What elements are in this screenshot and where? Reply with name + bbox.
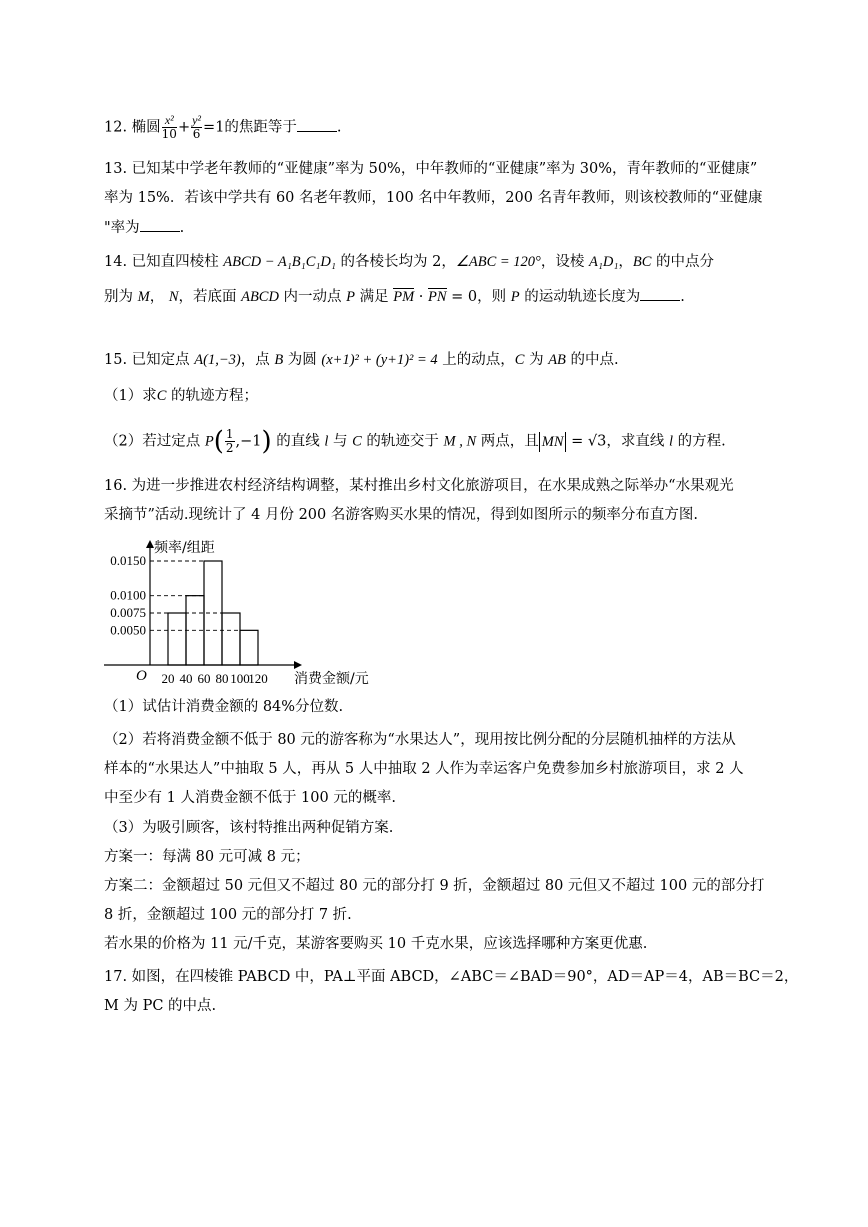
vector-pn: PN	[428, 289, 447, 305]
chart-y-ticks	[110, 553, 146, 637]
q16-part-2-line-2: 样本的“水果达人”中抽取 5 人，再从 5 人中抽取 2 人作为幸运客户免费参加乡村旅游项目，求 2 人	[104, 761, 744, 777]
q14-line-1: 14. 已知直四棱柱 ABCD − A₁B₁C₁D₁ 的各棱长均为 2，∠ABC = 120°，设棱 A₁D₁，BC 的中点分	[104, 254, 715, 270]
plan-2-line-2: 8 折，金额超过 100 元的部分打 7 折.	[104, 907, 352, 923]
q16-line-1: 16. 为进一步推进农村经济结构调整，某村推出乡村文化旅游项目，在水果成熟之际举办“水果观光	[104, 478, 734, 494]
q16-part-1: （1）试估计消费金额的 84%分位数.	[104, 699, 344, 715]
plan-1: 方案一：每满 80 元可减 8 元；	[104, 849, 310, 865]
x-tick-label: 120	[248, 671, 268, 686]
q13-line-3: "率为 .	[104, 217, 184, 238]
answer-blank	[140, 217, 180, 232]
abs-mn: MN	[539, 432, 567, 452]
q16-part-3: （3）为吸引顾客，该村特推出两种促销方案.	[104, 820, 394, 836]
q16-last-line: 若水果的价格为 11 元/千克，某游客要购买 10 千克水果，应该选择哪种方案更优惠.	[104, 936, 648, 952]
q16-line-2: 采摘节”活动.现统计了 4 月份 200 名游客购买水果的情况，得到如图所示的频率分布直方图.	[104, 507, 698, 523]
fraction-x: $\frac{\text{x²}}{10}$	[161, 113, 177, 141]
q15-line-1: 15. 已知定点 A(1,−3)，点 B 为圆 (x+1)² + (y+1)² = 4 上的动点，C 为 AB 的中点.	[104, 352, 619, 368]
histogram-bar	[240, 630, 258, 665]
q16-part-2-line-1: （2）若将消费金额不低于 80 元的游客称为“水果达人”，现用按比例分配的分层随机抽样的方法从	[104, 732, 736, 748]
origin-label: O	[136, 668, 147, 684]
q15-part-2: （2）若过定点 P( $\frac{1}{2}$ ,−1) 的直线 l 与 C 的轨迹交于 M , N 两点，且 MN = √3，求直线 l 的方程.	[104, 426, 726, 457]
q15-part-1: （1）求C 的轨迹方程；	[104, 388, 259, 404]
answer-blank	[297, 117, 337, 132]
x-tick-label: 60	[197, 671, 211, 686]
histogram-bar	[168, 613, 186, 665]
q17-line-2: M 为 PC 的中点.	[104, 998, 217, 1014]
q17-line-1: 17. 如图，在四棱锥 PABCD 中，PA⊥平面 ABCD，∠ABC＝∠BAD＝90°，AD＝AP＝4，AB＝BC＝2，	[104, 969, 799, 985]
y-axis-arrow	[146, 540, 154, 548]
q13-line-2: 率为 15%．若该中学共有 60 名老年教师，100 名中年教师，200 名青年教师，则该校教师的“亚健康	[104, 190, 763, 206]
q14-line-2: 别为 M， N，若底面 ABCD 内一动点 P 满足 PM · PN = 0，则 P 的运动轨迹长度为 .	[104, 286, 685, 307]
fraction-half: $\frac{1}{2}$	[225, 427, 234, 455]
q12-number: 12.	[104, 119, 128, 136]
x-tick-label: 100	[230, 671, 250, 686]
plan-2-line-1: 方案二：金额超过 50 元但又不超过 80 元的部分打 9 折，金额超过 80 元但又不超过 100 元的部分打	[104, 878, 765, 894]
x-tick-label: 40	[179, 671, 193, 686]
chart-x-ticks	[162, 671, 268, 686]
x-tick-label: 20	[161, 671, 175, 686]
y-tick-label: 0.0050	[110, 622, 146, 638]
x-axis-label: 消费金额/元	[294, 671, 369, 687]
vector-pm: PM	[393, 289, 415, 305]
question-12: 12. 椭圆 $\frac{\text{x²}}{10}$ + $\frac{\text{y²}}{6}$ =1的焦距等于 .	[104, 113, 342, 141]
fraction-y: $\frac{\text{y²}}{6}$	[192, 113, 202, 141]
q12-prefix: 椭圆	[131, 119, 161, 136]
y-axis-label: 频率/组距	[154, 540, 215, 556]
histogram-chart	[100, 538, 400, 690]
y-tick-label: 0.0150	[110, 553, 146, 568]
answer-blank	[640, 286, 680, 301]
y-tick-label: 0.0075	[110, 605, 146, 620]
q13-line-1: 13. 已知某中学老年教师的“亚健康”率为 50%，中年教师的“亚健康”率为 30%，青年教师的“亚健康”	[104, 161, 758, 177]
y-tick-label: 0.0100	[110, 587, 146, 603]
q16-part-2-line-3: 中至少有 1 人消费金额不低于 100 元的概率.	[104, 790, 396, 806]
q12-suffix: 的焦距等于	[224, 119, 297, 136]
x-axis-arrow	[294, 661, 302, 669]
histogram-bar	[222, 613, 240, 665]
x-tick-label: 80	[215, 671, 229, 686]
